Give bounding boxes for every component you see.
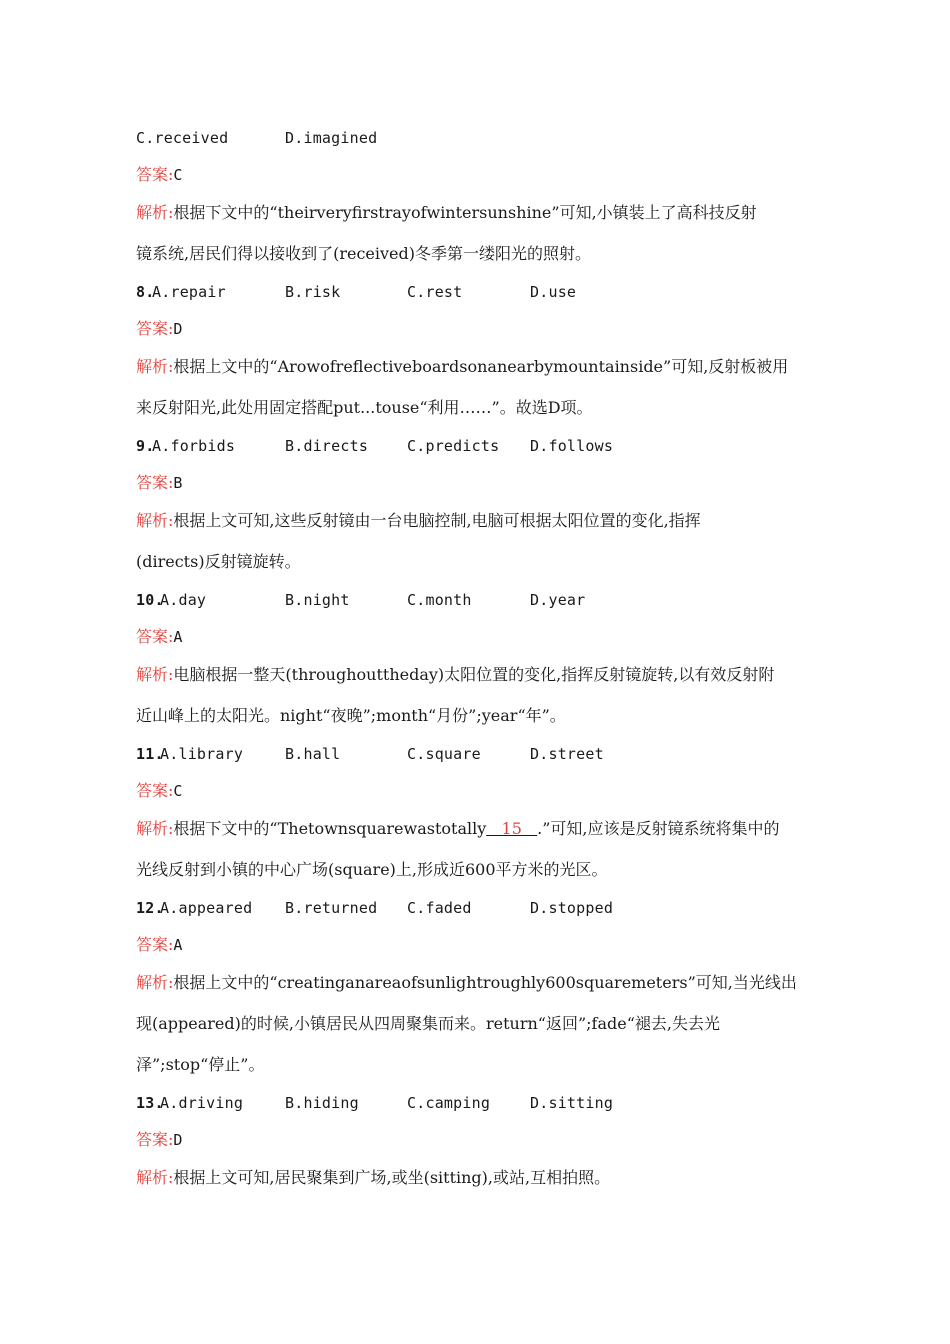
q12-option-b: B.returned <box>285 899 378 917</box>
q9-option-b: B.directs <box>285 437 369 455</box>
question-number: 10. <box>136 591 164 609</box>
analysis-text: 根据上文可知,居民聚集到广场,或坐(sitting),或站,互相拍照。 <box>173 1168 611 1187</box>
answer-label: 答案: <box>136 1130 174 1149</box>
q7-options <box>136 127 836 149</box>
analysis-text: 电脑根据一整天(throughouttheday)太阳位置的变化,指挥反射镜旋转,以有效反射附 <box>173 665 775 684</box>
answer-value: A <box>173 628 183 646</box>
q9-option-d: D.follows <box>530 437 614 455</box>
answer-value: B <box>173 474 183 492</box>
q10-option-b: B.night <box>285 591 350 609</box>
q13-option-b: B.hiding <box>285 1094 359 1112</box>
answer-value: C <box>173 166 183 184</box>
q7-analysis-2: 镜系统,居民们得以接收到了(received)冬季第一缕阳光的照射。 <box>136 244 591 263</box>
analysis-label: 解析: <box>136 357 174 376</box>
question-number: 12. <box>136 899 164 917</box>
question-number: 11. <box>136 745 164 763</box>
q13-answer <box>136 1129 182 1151</box>
q10-option-a: A.day <box>160 591 207 609</box>
analysis-label: 解析: <box>136 665 174 684</box>
q10-analysis-1 <box>136 664 774 686</box>
q11-option-b: B.hall <box>285 745 341 763</box>
answer-label: 答案: <box>136 935 174 954</box>
q8-option-b: B.risk <box>285 283 341 301</box>
q11-option-a: A.library <box>160 745 244 763</box>
q13-analysis-1 <box>136 1167 610 1189</box>
analysis-text: 根据下文中的“Thetownsquarewastotally <box>173 819 487 838</box>
analysis-text: 根据下文中的“theirveryfirstrayofwintersunshine”可知,小镇装上了高科技反射 <box>173 203 757 222</box>
q11-option-c: C.square <box>407 745 481 763</box>
q7-option-d: D.imagined <box>285 129 378 147</box>
blank-number-text: 15 <box>501 819 522 838</box>
q13-options <box>136 1092 836 1114</box>
analysis-label: 解析: <box>136 1168 174 1187</box>
q13-option-a: A.driving <box>160 1094 244 1112</box>
q13-option-d: D.sitting <box>530 1094 614 1112</box>
analysis-label: 解析: <box>136 819 174 838</box>
q12-analysis-1 <box>136 972 797 994</box>
answer-label: 答案: <box>136 781 174 800</box>
q8-answer <box>136 318 182 340</box>
q10-answer <box>136 626 182 648</box>
analysis-label: 解析: <box>136 511 174 530</box>
analysis-label: 解析: <box>136 203 174 222</box>
q7-analysis-1 <box>136 202 757 224</box>
q12-answer <box>136 934 182 956</box>
q12-options <box>136 897 836 919</box>
q12-option-d: D.stopped <box>530 899 614 917</box>
q7-option-c: C.received <box>136 129 229 147</box>
question-number: 13. <box>136 1094 164 1112</box>
analysis-text: 根据上文中的“Arowofreflectiveboardsonanearbymountainside”可知,反射板被用 <box>173 357 789 376</box>
q12-option-c: C.faded <box>407 899 472 917</box>
q11-options <box>136 743 836 765</box>
q10-analysis-2: 近山峰上的太阳光。night“夜晚”;month“月份”;year“年”。 <box>136 706 566 725</box>
answer-label: 答案: <box>136 319 174 338</box>
answer-value: D <box>173 1131 183 1149</box>
q9-analysis-2: (directs)反射镜旋转。 <box>136 552 301 571</box>
answer-value: A <box>173 936 183 954</box>
question-number: 8. <box>136 283 155 301</box>
q13-option-c: C.camping <box>407 1094 491 1112</box>
answer-value: D <box>173 320 183 338</box>
q10-option-c: C.month <box>407 591 472 609</box>
q9-option-a: A.forbids <box>152 437 236 455</box>
q8-option-a: A.repair <box>152 283 226 301</box>
q8-analysis-1 <box>136 356 788 378</box>
answer-value: C <box>173 782 183 800</box>
q8-options <box>136 281 836 303</box>
q8-option-d: D.use <box>530 283 577 301</box>
answer-label: 答案: <box>136 473 174 492</box>
q11-answer <box>136 780 182 802</box>
blank-number <box>486 819 537 838</box>
answer-label: 答案: <box>136 627 174 646</box>
q8-option-c: C.rest <box>407 283 463 301</box>
q9-options <box>136 435 836 457</box>
q10-options <box>136 589 836 611</box>
q11-analysis-1 <box>136 818 780 840</box>
q9-analysis-1 <box>136 510 701 532</box>
analysis-text-post: .”可知,应该是反射镜系统将集中的 <box>537 819 780 838</box>
q12-analysis-3: 泽”;stop“停止”。 <box>136 1055 265 1074</box>
answer-label: 答案: <box>136 165 174 184</box>
q12-analysis-2: 现(appeared)的时候,小镇居民从四周聚集而来。return“返回”;fade“褪去,失去光 <box>136 1014 720 1033</box>
analysis-text: 根据上文可知,这些反射镜由一台电脑控制,电脑可根据太阳位置的变化,指挥 <box>173 511 701 530</box>
q12-option-a: A.appeared <box>160 899 253 917</box>
q9-option-c: C.predicts <box>407 437 500 455</box>
q9-answer <box>136 472 182 494</box>
analysis-text: 根据上文中的“creatinganareaofsunlightroughly600squaremeters”可知,当光线出 <box>173 973 797 992</box>
analysis-label: 解析: <box>136 973 174 992</box>
q11-option-d: D.street <box>530 745 604 763</box>
question-number: 9. <box>136 437 155 455</box>
q10-option-d: D.year <box>530 591 586 609</box>
q11-analysis-2: 光线反射到小镇的中心广场(square)上,形成近600平方米的光区。 <box>136 860 608 879</box>
q7-answer <box>136 164 182 186</box>
q8-analysis-2: 来反射阳光,此处用固定搭配put...touse“利用……”。故选D项。 <box>136 398 593 417</box>
